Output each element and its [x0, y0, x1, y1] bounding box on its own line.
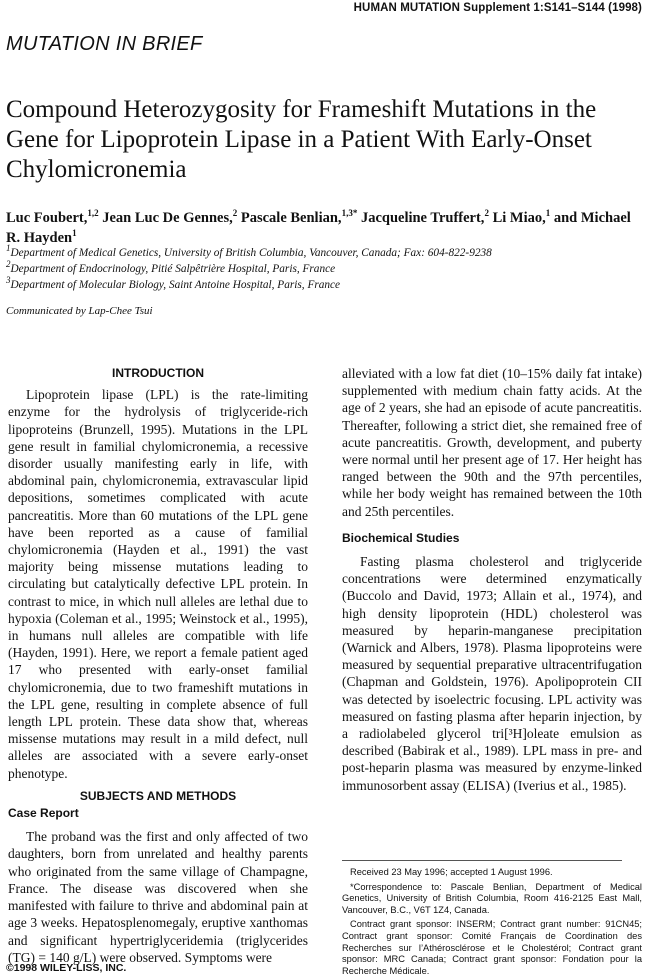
biochemical-studies-heading: Biochemical Studies — [342, 530, 460, 545]
author: and Michael R. Hayden$^1$ — [6, 210, 631, 246]
author-list — [6, 208, 646, 248]
introduction-heading: INTRODUCTION — [112, 366, 204, 380]
left-column — [8, 365, 308, 966]
right-column — [342, 365, 642, 794]
author: Jean Luc De Gennes,$^2$ — [98, 208, 238, 226]
author: Pascale Benlian,$^{1,3*}$ — [237, 208, 358, 226]
biochemical-studies-paragraph: Fasting plasma cholesterol and triglyceride concentrations were determined enzymatically (Buccolo and David, 1973; Allain et al., 1974), and high density lipoprotein (HDL) cholesterol was measured by heparin-manganese precipitation (Warnick and Albers, 1978). Plasma lipoproteins were measured by sequential preparative ultracentrifugation (Chapman and Goldstein, 1976). Apolipoprotein CII was detected by isoelectric focusing. LPL activity was measured on fasting plasma after heparin injection, by a radiolabeled glycerol tri[³H]oleate emulsion as described (Babirak et al., 1989). LPL mass in pre- and post-heparin plasma was measured by enzyme-linked immunosorbent assay (ELISA) (Iverius et al., 1985). — [342, 554, 642, 793]
received-date: Received 23 May 1996; accepted 1 August 1996. — [350, 867, 553, 877]
methods-heading: SUBJECTS AND METHODS — [79, 788, 237, 803]
author: Luc Foubert,$^{1,2}$ — [6, 208, 99, 226]
correspondence-note: *Correspondence to: Pascale Benlian, Department of Medical Genetics, University of British Columbia, Room 416-2125 East Mall, Vancouver, B.C., V6T 1Z4, Canada. — [342, 881, 642, 915]
affiliation: $^2$Department of Endocrinology, Pitié Salpêtrière Hospital, Paris, France — [6, 259, 336, 275]
case-report-paragraph: The proband was the first and only affected of two daughters, born from unrelated and healthy parents who originated from the same village of Champagne, France. The disease was discovered when she manifested with failure to thrive and abdominal pain at age 3 weeks. Hepatosplenomegaly, eruptive xanthomas and significant hypertriglyceridemia (triglycerides (TG) = 140 g/L) were observed. Symptoms were — [8, 829, 308, 965]
copyright: ©1998 WILEY-LISS, INC. — [6, 962, 127, 974]
affiliation: $^1$Department of Medical Genetics, University of British Columbia, Vancouver, Canada; Fax: 604-822-9238 — [6, 243, 492, 259]
affiliation: $^3$Department of Molecular Biology, Saint Antoine Hospital, Paris, France — [6, 275, 341, 291]
author: Li Miao,$^1$ — [488, 208, 551, 226]
introduction-paragraph: Lipoprotein lipase (LPL) is the rate-limiting enzyme for the hydrolysis of triglyceride-rich lipoproteins (Brunzell, 1995). Mutations in the LPL gene result in familial chylomicronemia, a recessive disorder usually manifesting early in life, with abdominal pain, chylomicronemia, extravascular lipid depositions, sometimes complicated with acute pancreatitis. More than 60 mutations of the LPL gene have been reported as a cause of familial chylomicronemia (Hayden et al., 1991) the vast majority being missense mutations leading to circulating but catalytically defective LPL protein. In contrast to mice, in which null alleles are lethal due to hypoxia (Coleman et al., 1995; Weinstock et al., 1995), in humans null alleles are compatible with life (Hayden, 1991). Here, we report a female patient aged 17 who presented with early-onset familial chylomicronemia, due to two frameshift mutations in the LPL gene, resulting in complete absence of full length LPL protein. These data show that, whereas missense mutations may result in a mild defect, null alleles are associated with a severe early-onset phenotype. — [8, 387, 308, 781]
article-title: Compound Heterozygosity for Frameshift Mutations in the Gene for Lipoprotein Lipase in a Patient With Early-Onset Chylomicronemia — [6, 96, 597, 183]
footnote-divider — [342, 860, 622, 861]
grant-sponsors: Contract grant sponsor: INSERM; Contract grant number: 91CN45; Contract grant sponsor: Comité Français de Coordination des Recherches sur l’Athérosclérose et le Cholestérol; Contract grant sponsor: MRC Canada; Contract grant sponsor: Fondation pour la Recherche Médicale. — [342, 919, 642, 976]
author: Jacqueline Truffert,$^2$ — [357, 208, 489, 226]
journal-header: HUMAN MUTATION Supplement 1:S141–S144 (1998) — [353, 2, 642, 14]
case-report-continued: alleviated with a low fat diet (10–15% daily fat intake) supplemented with medium chain fatty acids. At the age of 2 years, she had an episode of acute pancreatitis. Thereafter, following a strict diet, she remained free of acute pancreatitis. Growth, development, and puberty were normal until her present age of 17. Her height has ranged between the 90th and the 97th percentiles, while her body weight has remained between the 10th and 25th percentiles. — [342, 366, 642, 519]
footnotes — [342, 860, 642, 980]
section-label: MUTATION IN BRIEF — [6, 33, 203, 55]
communicated-by: Communicated by Lap-Chee Tsui — [6, 305, 153, 317]
case-report-heading: Case Report — [8, 806, 79, 821]
